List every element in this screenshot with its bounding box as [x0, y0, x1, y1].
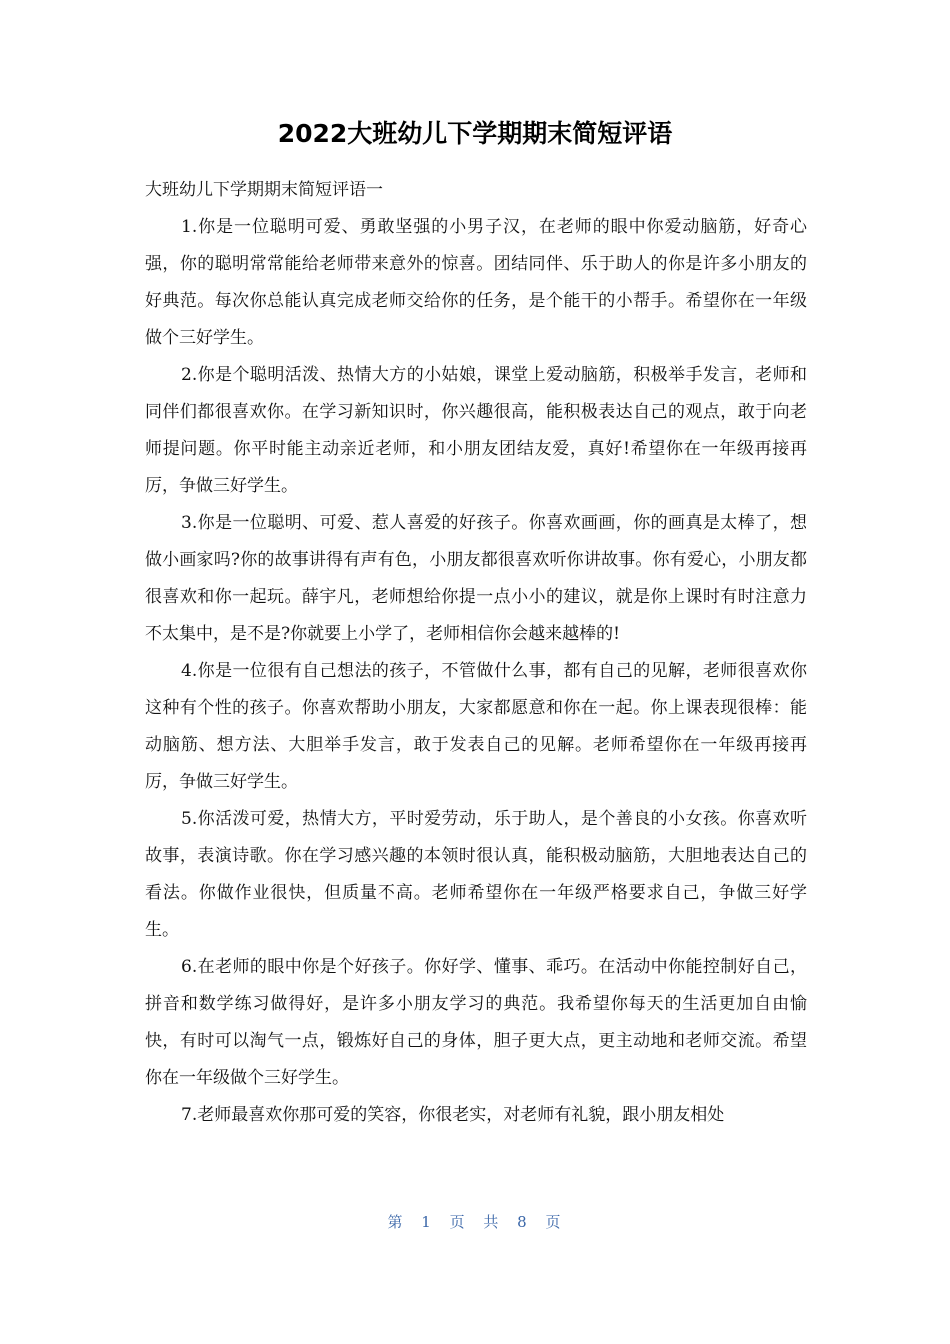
- paragraph-3: 3.你是一位聪明、可爱、惹人喜爱的好孩子。你喜欢画画，你的画真是太棒了，想做小画家吗?你的故事讲得有声有色，小朋友都很喜欢听你讲故事。你有爱心，小朋友都很喜欢和你一起玩。薛宇凡，老师想给你提一点小小的建议，就是你上课时有时注意力不太集中，是不是?你就要上小学了，老师相信你会越来越棒的!: [145, 513, 807, 644]
- section-subheading: 大班幼儿下学期期末简短评语一: [145, 180, 383, 200]
- paragraph-1: 1.你是一位聪明可爱、勇敢坚强的小男子汉，在老师的眼中你爱动脑筋，好奇心强，你的聪明常常能给老师带来意外的惊喜。团结同伴、乐于助人的你是许多小朋友的好典范。每次你总能认真完成老师交给你的任务，是个能干的小帮手。希望你在一年级做个三好学生。: [145, 217, 807, 348]
- paragraph-4: 4.你是一位很有自己想法的孩子，不管做什么事，都有自己的见解，老师很喜欢你这种有个性的孩子。你喜欢帮助小朋友，大家都愿意和你在一起。你上课表现很棒：能动脑筋、想方法、大胆举手发言，敢于发表自己的见解。老师希望你在一年级再接再厉，争做三好学生。: [145, 661, 807, 792]
- document-body: [145, 172, 807, 1134]
- document-title: 2022大班幼儿下学期期末简短评语: [277, 119, 673, 148]
- paragraph-2: 2.你是个聪明活泼、热情大方的小姑娘，课堂上爱动脑筋，积极举手发言，老师和同伴们都很喜欢你。在学习新知识时，你兴趣很高，能积极表达自己的观点，敢于向老师提问题。你平时能主动亲近老师，和小朋友团结友爱，真好!希望你在一年级再接再厉，争做三好学生。: [145, 365, 807, 496]
- paragraph-6: 6.在老师的眼中你是个好孩子。你好学、懂事、乖巧。在活动中你能控制好自己，拼音和数学练习做得好，是许多小朋友学习的典范。我希望你每天的生活更加自由愉快，有时可以淘气一点，锻炼好自己的身体，胆子更大点，更主动地和老师交流。希望你在一年级做个三好学生。: [145, 957, 807, 1088]
- paragraph-5: 5.你活泼可爱，热情大方，平时爱劳动，乐于助人，是个善良的小女孩。你喜欢听故事，表演诗歌。你在学习感兴趣的本领时很认真，能积极动脑筋，大胆地表达自己的看法。你做作业很快，但质量不高。老师希望你在一年级严格要求自己，争做三好学生。: [145, 809, 807, 940]
- paragraph-7: 7.老师最喜欢你那可爱的笑容，你很老实，对老师有礼貌，跟小朋友相处: [181, 1105, 725, 1125]
- page-number-footer: 第 1 页 共 8 页: [387, 1213, 563, 1231]
